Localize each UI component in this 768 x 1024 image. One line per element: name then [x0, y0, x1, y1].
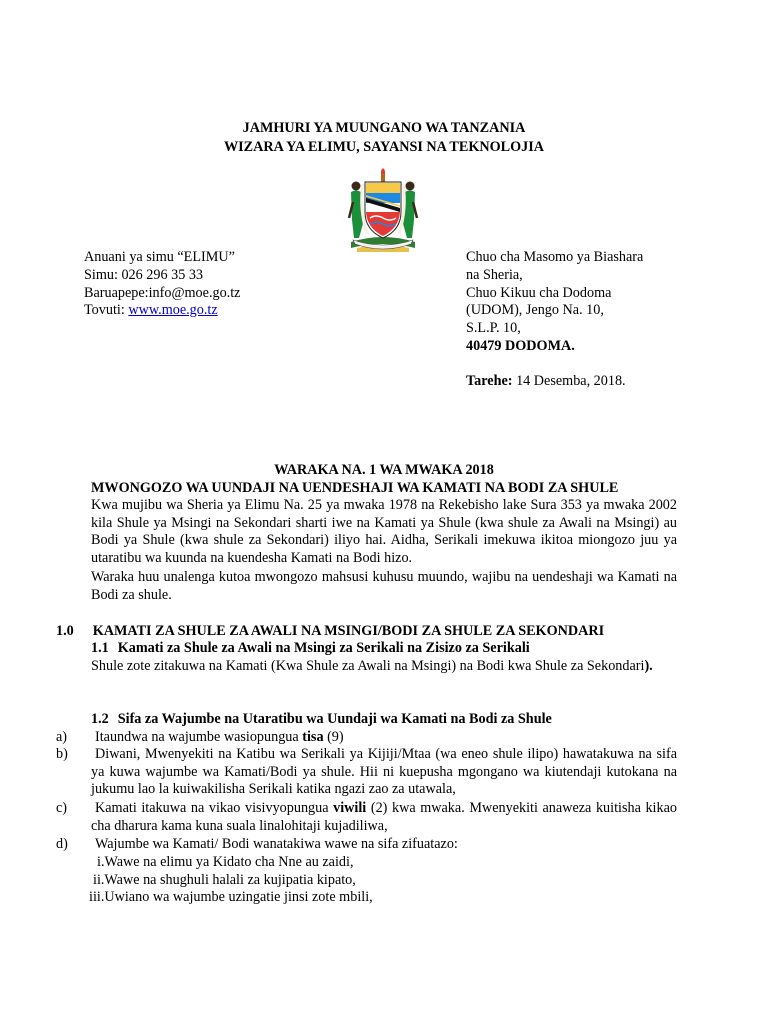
phone-number: Simu: 026 296 35 33	[84, 267, 204, 283]
tanzania-coat-of-arms-icon	[343, 168, 423, 252]
item-a-pre: Itaundwa na wajumbe wasiopungua	[95, 729, 303, 745]
item-c-pre: Kamati itakuwa na vikao visivyopungua	[95, 800, 334, 816]
circular-title: WARAKA NA. 1 WA MWAKA 2018	[274, 462, 494, 478]
intro-paragraph-1: Kwa mujibu wa Sheria ya Elimu Na. 25 ya mwaka 1978 na Rekebisho lake Sura 353 ya mwaka 2002 kila Shule ya Msingi na Sekondari sharti iwe na Kamati ya Shule (kwa shule za Awali na Msingi) au Bodi ya Shule (kwa shule za Sekondari) iliyo hai. Aidha, Serikali imekuwa ikitoa miongozo juu ya utaratibu wa kuunda na kuendesha Kamati na Bodi hizo.	[91, 497, 677, 566]
postal-address-line1: Chuo cha Masomo ya Biashara	[466, 249, 644, 265]
item-d-iii: iii.Uwiano wa wajumbe uzingatie jinsi zote mbili,	[89, 889, 373, 905]
item-a-label: a)	[56, 729, 68, 745]
website-line	[84, 302, 218, 320]
item-a-bold: tisa	[302, 729, 324, 745]
subsection-1-1-end: ).	[644, 658, 653, 674]
item-d-i: i.Wawe na elimu ya Kidato cha Nne au zaidi,	[97, 854, 354, 870]
subsection-1-1-text	[91, 658, 677, 676]
item-d-text: Wajumbe wa Kamati/ Bodi wanatakiwa wawe na sifa zifuatazo:	[95, 836, 458, 852]
subsection-1-2-heading	[91, 711, 552, 729]
subsection-1-2-number: 1.2	[91, 711, 109, 727]
item-c-bold: viwili	[333, 800, 367, 816]
postal-address-line4: (UDOM), Jengo Na. 10,	[466, 302, 604, 318]
item-c-text	[91, 800, 677, 835]
item-d-label: d)	[56, 836, 68, 852]
ministry-header-line2: WIZARA YA ELIMU, SAYANSI NA TEKNOLOJIA	[223, 139, 545, 155]
item-a-post: (9)	[323, 729, 344, 745]
item-d-ii: ii.Wawe na shughuli halali za kujipatia kipato,	[93, 872, 356, 888]
website-link[interactable]: www.moe.go.tz	[128, 302, 218, 318]
date-label: Tarehe:	[466, 373, 513, 389]
document-date	[466, 373, 626, 391]
postal-address-line2: na Sheria,	[466, 267, 523, 283]
circular-subtitle: MWONGOZO WA UUNDAJI NA UENDESHAJI WA KAMATI NA BODI ZA SHULE	[91, 480, 619, 496]
telegram-address: Anuani ya simu “ELIMU”	[84, 249, 235, 265]
subsection-1-2-title: Sifa za Wajumbe na Utaratibu wa Uundaji wa Kamati na Bodi za Shule	[117, 711, 552, 727]
item-b-text: Diwani, Mwenyekiti na Katibu wa Serikali ya Kijiji/Mtaa (wa eneo shule ilipo) hawatakuwa na sifa ya kuwa wajumbe wa Kamati/Bodi ya shule. Hii ni kuepusha mgongano wa kiutendaji kutokana na jukumu lao la kuiwakilisha Serikali katika ngazi zao za utawala,	[91, 746, 677, 798]
date-value: 14 Desemba, 2018.	[512, 373, 626, 389]
item-c-label: c)	[56, 800, 68, 816]
subsection-1-1-number: 1.1	[91, 640, 109, 656]
item-c-post: (2) kwa mwaka. Mwenyekiti anaweza kuitisha kikao cha dharura kama kuna suala linalohitaji kujadiliwa,	[91, 800, 677, 834]
subsection-1-1-heading	[91, 640, 530, 658]
postal-address-line5: S.L.P. 10,	[466, 320, 521, 336]
intro-paragraph-2: Waraka huu unalenga kutoa mwongozo mahsusi kuhusu muundo, wajibu na uendeshaji wa Kamati na Bodi za shule.	[91, 569, 677, 603]
postal-address-line3: Chuo Kikuu cha Dodoma	[466, 285, 612, 301]
item-b-label: b)	[56, 746, 68, 762]
section-1-title: KAMATI ZA SHULE ZA AWALI NA MSINGI/BODI ZA SHULE ZA SEKONDARI	[92, 623, 605, 639]
section-1-number: 1.0	[56, 623, 74, 639]
postal-city: 40479 DODOMA.	[466, 338, 575, 354]
subsection-1-1-body: Shule zote zitakuwa na Kamati (Kwa Shule za Awali na Msingi) na Bodi kwa Shule za Sekondari	[91, 658, 645, 674]
website-label: Tovuti:	[84, 302, 129, 318]
subsection-1-1-title: Kamati za Shule za Awali na Msingi za Serikali na Zisizo za Serikali	[117, 640, 530, 656]
item-a-text	[95, 729, 681, 747]
ministry-header-line1: JAMHURI YA MUUNGANO WA TANZANIA	[242, 120, 526, 136]
email-address: Baruapepe:info@moe.go.tz	[84, 285, 241, 301]
section-1-heading	[56, 623, 604, 641]
